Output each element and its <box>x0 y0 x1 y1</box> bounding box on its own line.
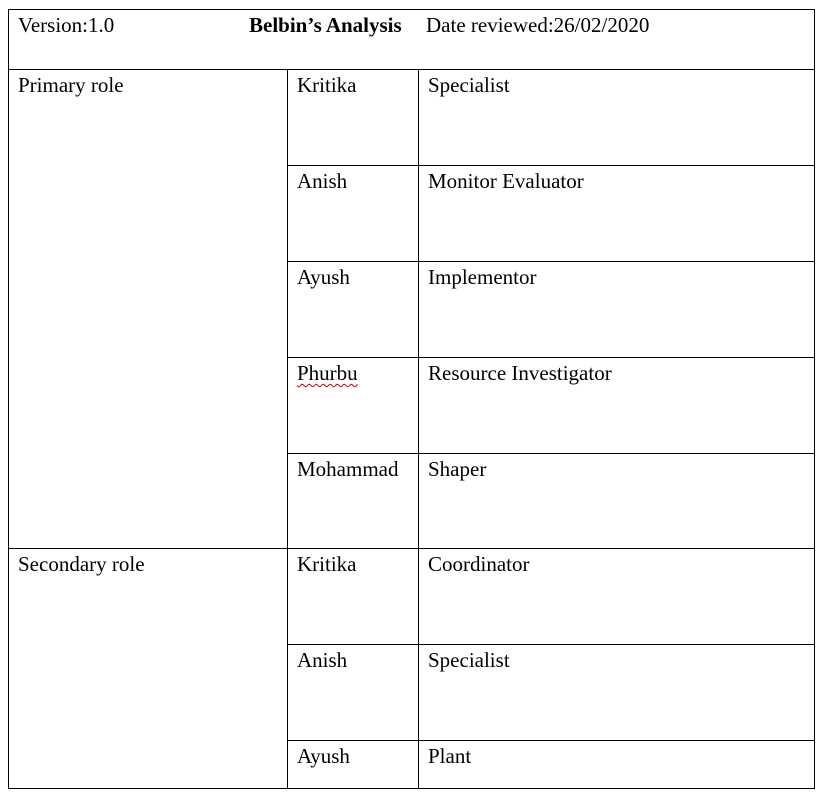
belbin-table <box>8 9 815 789</box>
row-divider <box>287 261 815 262</box>
member-role: Coordinator <box>428 552 530 576</box>
member-role: Specialist <box>428 73 510 97</box>
member-role: Resource Investigator <box>428 361 612 385</box>
member-name: Mohammad <box>297 457 399 481</box>
date-reviewed: Date reviewed:26/02/2020 <box>426 13 650 37</box>
member-name: Anish <box>297 169 348 193</box>
section-label-primary: Primary role <box>18 73 124 97</box>
member-name: Kritika <box>297 552 357 576</box>
row-divider <box>287 165 815 166</box>
member-role: Implementor <box>428 265 537 289</box>
member-name: Anish <box>297 648 348 672</box>
row-divider <box>287 357 815 358</box>
member-name: Kritika <box>297 73 357 97</box>
section-divider <box>8 548 815 549</box>
section-label-secondary: Secondary role <box>18 552 145 576</box>
column-divider <box>287 69 288 789</box>
header-divider <box>8 69 815 70</box>
row-divider <box>287 740 815 741</box>
row-divider <box>287 453 815 454</box>
row-divider <box>287 644 815 645</box>
member-role: Plant <box>428 744 472 768</box>
member-name: Ayush <box>297 744 350 768</box>
version-label: Version:1.0 <box>18 13 115 37</box>
member-name: Phurbu <box>297 361 358 385</box>
column-divider <box>418 69 419 789</box>
document-title: Belbin’s Analysis <box>249 13 402 37</box>
member-role: Specialist <box>428 648 510 672</box>
member-name: Ayush <box>297 265 350 289</box>
member-role: Monitor Evaluator <box>428 169 584 193</box>
member-role: Shaper <box>428 457 487 481</box>
